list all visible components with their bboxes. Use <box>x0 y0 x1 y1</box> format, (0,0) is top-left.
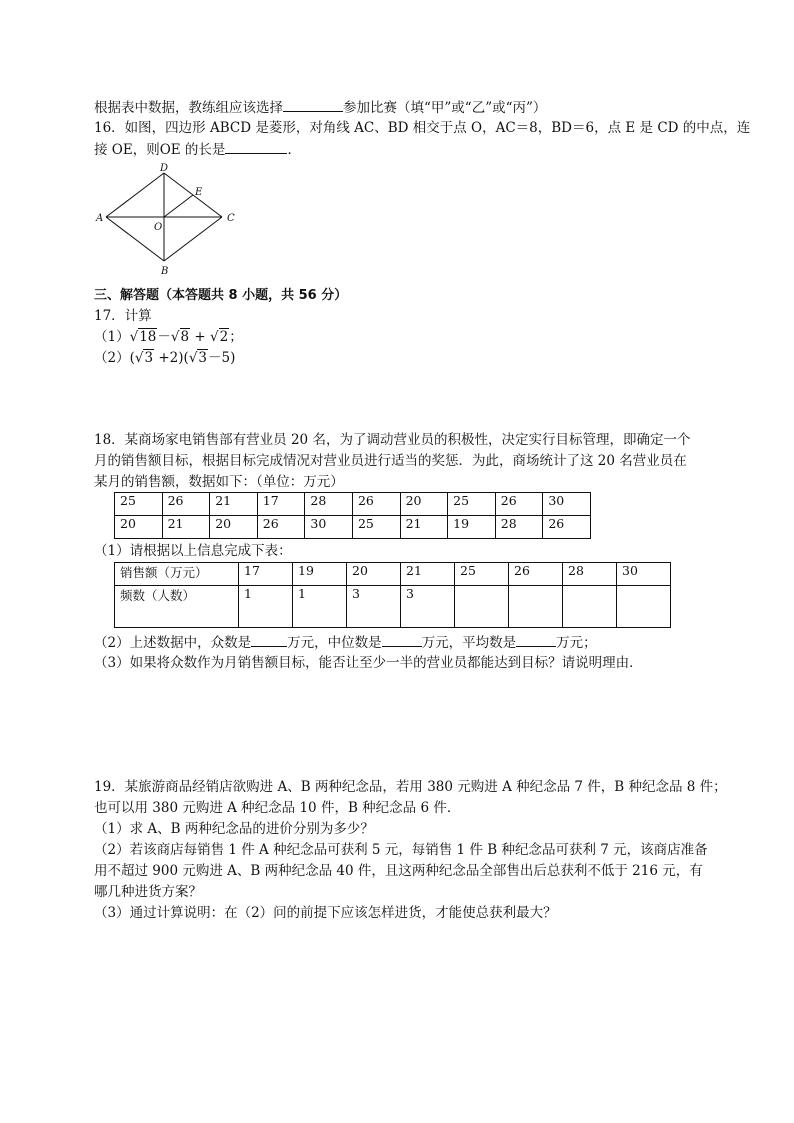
q18-p2-text-c: 万元，平均数是 <box>421 635 517 651</box>
table-header-cell: 19 <box>293 563 347 586</box>
mean-answer-blank[interactable] <box>516 632 556 647</box>
radicand-3-a: 3 <box>144 350 154 366</box>
frequency-answer-cell[interactable] <box>455 586 509 628</box>
table-cell: 28 <box>305 493 353 516</box>
q17-p2-label: （2） <box>94 350 130 366</box>
table-row <box>115 563 671 586</box>
label-o: O <box>154 222 163 233</box>
table-header-cell: 17 <box>239 563 293 586</box>
table-header-cell: 21 <box>401 563 455 586</box>
table-header-cell: 20 <box>347 563 401 586</box>
q18-line3: 某月的销售额，数据如下：（单位：万元） <box>94 474 344 490</box>
q15-fill-line <box>94 97 546 118</box>
sqrt-3-b: √3 <box>188 350 208 366</box>
table-header-cell: 30 <box>617 563 671 586</box>
radicand-8: 8 <box>180 329 190 345</box>
frequency-answer-cell[interactable] <box>563 586 617 628</box>
sqrt-3-a: √3 <box>134 350 154 366</box>
table-cell: 26 <box>162 493 210 516</box>
side-ad <box>106 173 164 217</box>
table-cell: 21 <box>162 516 210 539</box>
table-cell: 26 <box>257 516 305 539</box>
q19-part1: （1）求 A、B 两种纪念品的进价分别为多少？ <box>94 821 374 837</box>
q17-p2-mid: +2)( <box>154 350 189 366</box>
q19-line2: 也可以用 380 元购进 A 种纪念品 10 件，B 种纪念品 6 件． <box>94 800 461 816</box>
radicand-2: 2 <box>219 329 229 345</box>
table-cell: 26 <box>543 516 591 539</box>
q19-part3: （3）通过计算说明：在（2）问的前提下应该怎样进货，才能使总获利最大？ <box>94 905 557 921</box>
table-cell: 21 <box>400 516 448 539</box>
q15-text-before: 根据表中数据，教练组应该选择 <box>94 100 283 116</box>
rhombus-figure <box>94 160 254 280</box>
table-cell: 26 <box>495 493 543 516</box>
q19-part2-line2: 用不超过 900 元购进 A、B 两种纪念品 40 件，且这两种纪念品全部售出后总获利不低于 216 元，有 <box>94 863 703 879</box>
median-answer-blank[interactable] <box>382 632 422 647</box>
table-row <box>115 586 671 628</box>
q19-part2-line3: 哪几种进货方案？ <box>94 884 202 900</box>
frequency-answer-cell[interactable] <box>617 586 671 628</box>
q18-p2-text-d: 万元； <box>556 635 597 651</box>
q18-line1: 18．某商场家电销售部有营业员 20 名，为了调动营业员的积极性，决定实行目标管理，即确定一个 <box>94 432 691 448</box>
table-cell: 1 <box>239 586 293 628</box>
table-cell: 20 <box>210 516 258 539</box>
segment-oe <box>164 195 193 217</box>
table-cell: 28 <box>495 516 543 539</box>
table-cell: 20 <box>400 493 448 516</box>
sales-data-table <box>114 492 591 539</box>
q17-p2-close: －5) <box>208 350 236 366</box>
q17-part2 <box>94 348 235 368</box>
q18-p2-text-b: 万元，中位数是 <box>287 635 382 651</box>
q16-line1: 16．如图，四边形 ABCD 是菱形，对角线 AC、BD 相交于点 O，AC＝8，BD＝6，点 E 是 CD 的中点，连 <box>94 120 751 136</box>
table-cell: 25 <box>448 493 496 516</box>
table-cell: 25 <box>352 516 400 539</box>
table-header-cell: 28 <box>563 563 617 586</box>
q19-line1: 19．某旅游商品经销店欲购进 A、B 两种纪念品，若用 380 元购进 A 种纪念品 7 件，B 种纪念品 8 件； <box>94 779 727 795</box>
q17-p1-minus: － <box>157 329 171 345</box>
mode-answer-blank[interactable] <box>251 632 287 647</box>
section-3-title: 三、解答题（本答题共 8 小题，共 56 分） <box>94 288 348 303</box>
table-header-cell: 销售额（万元） <box>115 563 239 586</box>
table-cell: 30 <box>305 516 353 539</box>
q17-p2-open: ( <box>129 350 135 366</box>
sqrt-8: √8 <box>170 329 190 345</box>
label-a: A <box>96 213 104 224</box>
table-cell: 1 <box>293 586 347 628</box>
q18-part2 <box>94 632 597 653</box>
q18-p2-text-a: （2）上述数据中，众数是 <box>94 635 252 651</box>
table-cell: 30 <box>543 493 591 516</box>
label-d: D <box>160 163 169 174</box>
label-c: C <box>227 213 235 224</box>
radicand-18: 18 <box>139 329 157 345</box>
q17-title: 17．计算 <box>94 308 152 324</box>
radicand-3-b: 3 <box>198 350 208 366</box>
q16-answer-blank[interactable] <box>225 139 287 154</box>
q18-part3: （3）如果将众数作为月销售额目标，能否让至少一半的营业员都能达到目标？请说明理由． <box>94 655 643 671</box>
q17-p1-label: （1） <box>94 329 130 345</box>
q15-answer-blank[interactable] <box>283 97 343 112</box>
side-cb <box>164 217 222 261</box>
table-cell: 17 <box>257 493 305 516</box>
q17-part1 <box>94 327 243 347</box>
sqrt-18: √18 <box>129 329 157 345</box>
q19-part2-line1: （2）若该商店每销售 1 件 A 种纪念品可获利 5 元，每销售 1 件 B 种纪念品可获利 7 元，该商店准备 <box>94 842 708 858</box>
frequency-answer-cell[interactable] <box>509 586 563 628</box>
sqrt-2: √2 <box>210 329 229 345</box>
q16-line2 <box>94 139 301 160</box>
frequency-table <box>114 562 671 628</box>
q15-text-after: 参加比赛（填“甲”或“乙”或“丙”） <box>343 100 547 116</box>
table-cell: 20 <box>115 516 163 539</box>
table-cell: 频数（人数） <box>115 586 239 628</box>
label-b: B <box>161 266 169 277</box>
q17-p1-end: ； <box>229 329 243 345</box>
table-header-cell: 25 <box>455 563 509 586</box>
q18-part1: （1）请根据以上信息完成下表： <box>94 543 292 559</box>
table-header-cell: 26 <box>509 563 563 586</box>
table-row <box>115 516 591 539</box>
q17-p1-plus: + <box>190 329 210 345</box>
label-e: E <box>195 187 203 198</box>
table-cell: 25 <box>115 493 163 516</box>
table-cell: 3 <box>401 586 455 628</box>
table-cell: 21 <box>210 493 258 516</box>
table-cell: 26 <box>352 493 400 516</box>
q16-text-after: ． <box>287 142 301 158</box>
q18-line2: 月的销售额目标，根据目标完成情况对营业员进行适当的奖惩．为此，商场统计了这 20 名营业员在 <box>94 453 687 469</box>
q16-text-before: 接 OE，则OE 的长是 <box>94 142 226 158</box>
table-cell: 19 <box>448 516 496 539</box>
table-row <box>115 493 591 516</box>
table-cell: 3 <box>347 586 401 628</box>
